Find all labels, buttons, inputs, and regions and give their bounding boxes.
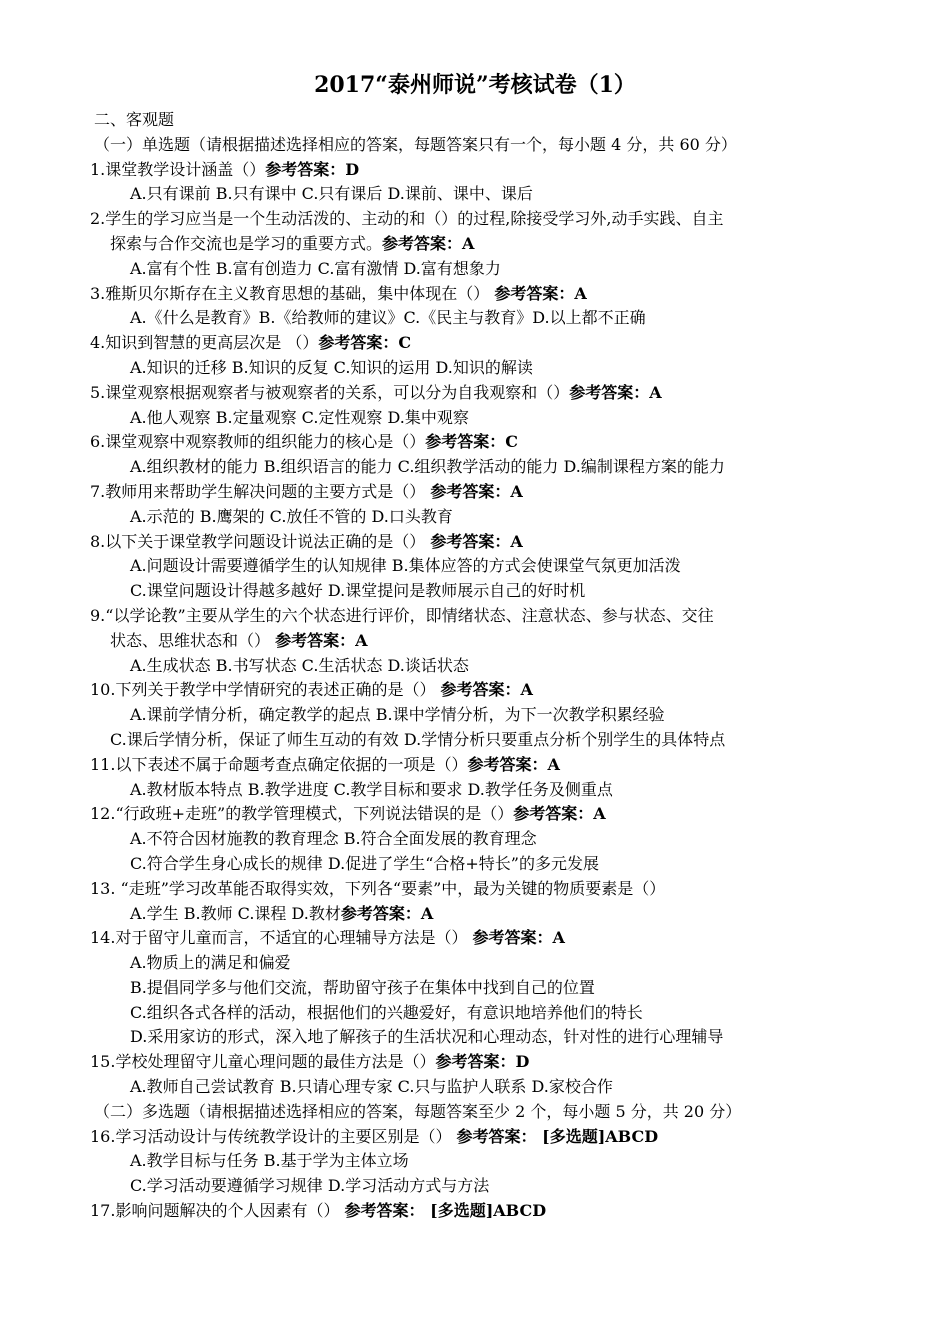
line-text: B.提倡同学多与他们交流，帮助留守孩子在集体中找到自己的位置 <box>130 977 595 997</box>
line-text: 15.学校处理留守儿童心理问题的最佳方法是（） <box>90 1052 436 1072</box>
text-line <box>90 1100 910 1125</box>
line-text: 11.以下表述不属于命题考查点确定依据的一项是（） <box>90 754 468 774</box>
text-line <box>90 852 910 877</box>
text-line <box>90 728 910 753</box>
line-text: C.课堂问题设计得越多越好 D.课堂提问是教师展示自己的好时机 <box>130 581 586 601</box>
text-line <box>90 406 910 431</box>
line-text: 14.对于留守儿童而言，不适宜的心理辅导方法是（） <box>90 928 473 948</box>
line-text: （一）单选题（请根据描述选择相应的答案，每题答案只有一个，每小题 4 分，共 60 分） <box>94 134 737 154</box>
answer-key: 参考答案：C <box>318 333 412 353</box>
line-text: A.生成状态 B.书写状态 C.生活状态 D.谈话状态 <box>130 655 469 675</box>
line-text: A.示范的 B.鹰架的 C.放任不管的 D.口头教育 <box>130 506 453 526</box>
line-text: A.富有个性 B.富有创造力 C.富有激情 D.富有想象力 <box>130 258 501 278</box>
line-text: （二）多选题（请根据描述选择相应的答案，每题答案至少 2 个，每小题 5 分，共 20 分） <box>94 1101 742 1121</box>
answer-key: 参考答案：A <box>569 382 662 402</box>
answer-key: 参考答案： [多选题]ABCD <box>344 1201 547 1221</box>
text-line <box>90 108 910 133</box>
line-text: A.知识的迁移 B.知识的反复 C.知识的运用 D.知识的解读 <box>130 357 533 377</box>
text-line <box>90 554 910 579</box>
line-text: A.他人观察 B.定量观察 C.定性观察 D.集中观察 <box>130 407 469 427</box>
line-text: C.符合学生身心成长的规律 D.促进了学生“合格+特长”的多元发展 <box>130 853 599 873</box>
text-line <box>90 703 910 728</box>
text-line <box>90 579 910 604</box>
text-line <box>90 902 910 927</box>
line-text: C.课后学情分析，保证了师生互动的有效 D.学情分析只要重点分析个别学生的具体特点 <box>110 729 726 749</box>
text-line <box>90 976 910 1001</box>
text-line <box>90 778 910 803</box>
text-line <box>90 455 910 480</box>
text-line <box>90 257 910 282</box>
line-text: A.只有课前 B.只有课中 C.只有课后 D.课前、课中、课后 <box>130 184 533 204</box>
text-line <box>90 182 910 207</box>
line-text: 探索与合作交流也是学习的重要方式。 <box>110 233 383 253</box>
line-text: 8.以下关于课堂教学问题设计说法正确的是（） <box>90 531 431 551</box>
line-text: 状态、思维状态和（） <box>110 630 276 650</box>
line-text: 1.课堂教学设计涵盖（） <box>90 159 266 179</box>
text-line <box>90 232 910 257</box>
text-line <box>90 1149 910 1174</box>
text-line <box>90 802 910 827</box>
line-text: 16.学习活动设计与传统教学设计的主要区别是（） <box>90 1126 457 1146</box>
answer-key: 参考答案：A <box>494 283 587 303</box>
text-line <box>90 926 910 951</box>
line-text: C.组织各式各样的活动，根据他们的兴趣爱好，有意识地培养他们的特长 <box>130 1002 643 1022</box>
text-line <box>90 1075 910 1100</box>
text-line <box>90 877 910 902</box>
answer-key: 参考答案：A <box>340 903 434 923</box>
text-line <box>90 158 910 183</box>
text-line <box>90 654 910 679</box>
line-text: 10.下列关于教学中学情研究的表述正确的是（） <box>90 680 441 700</box>
text-line <box>90 1125 910 1150</box>
line-text: 5.课堂观察根据观察者与被观察者的关系，可以分为自我观察和（） <box>90 382 570 402</box>
line-text: 二、客观题 <box>94 110 175 129</box>
text-line <box>90 827 910 852</box>
line-text: A.学生 B.教师 C.课程 D.教材 <box>130 903 341 923</box>
line-text: D.采用家访的形式，深入地了解孩子的生活状况和心理动态，针对性的进行心理辅导 <box>130 1027 724 1047</box>
answer-key: 参考答案：A <box>382 233 475 253</box>
line-text: 7.教师用来帮助学生解决问题的主要方式是（） <box>90 481 431 501</box>
text-line <box>90 951 910 976</box>
text-line <box>90 1199 910 1224</box>
text-line <box>90 207 910 232</box>
text-line <box>90 133 910 158</box>
answer-key: 参考答案：A <box>430 481 523 501</box>
text-line <box>90 604 910 629</box>
exam-content <box>90 108 910 1224</box>
line-text: 17.影响问题解决的个人因素有（） <box>90 1201 345 1221</box>
text-line <box>90 678 910 703</box>
line-text: 2.学生的学习应当是一个生动活泼的、主动的和（）的过程,除接受学习外,动手实践、自主 <box>90 209 724 229</box>
answer-key: 参考答案：A <box>467 754 560 774</box>
answer-key: 参考答案：A <box>472 928 565 948</box>
answer-key: 参考答案：A <box>430 531 523 551</box>
text-line <box>90 753 910 778</box>
answer-key: 参考答案：A <box>275 630 368 650</box>
text-line <box>90 430 910 455</box>
line-text: A.课前学情分析，确定教学的起点 B.课中学情分析，为下一次教学积累经验 <box>130 705 665 725</box>
text-line <box>90 282 910 307</box>
line-text: A.《什么是教育》B.《给教师的建议》C.《民主与教育》D.以上都不正确 <box>130 308 646 328</box>
text-line <box>90 381 910 406</box>
line-text: 9.“以学论教”主要从学生的六个状态进行评价，即情绪状态、注意状态、参与状态、交往 <box>90 605 714 625</box>
line-text: C.学习活动要遵循学习规律 D.学习活动方式与方法 <box>130 1176 490 1196</box>
text-line <box>90 629 910 654</box>
answer-key: 参考答案：D <box>435 1052 530 1072</box>
line-text: 6.课堂观察中观察教师的组织能力的核心是（） <box>90 432 426 452</box>
line-text: 3.雅斯贝尔斯存在主义教育思想的基础，集中体现在（） <box>90 283 495 303</box>
line-text: A.问题设计需要遵循学生的认知规律 B.集体应答的方式会使课堂气氛更加活泼 <box>130 556 681 576</box>
line-text: A.物质上的满足和偏爱 <box>130 953 291 973</box>
answer-key: 参考答案：A <box>440 680 533 700</box>
line-text: A.组织教材的能力 B.组织语言的能力 C.组织教学活动的能力 D.编制课程方案的能力 <box>130 457 725 477</box>
line-text: 4.知识到智慧的更高层次是 （） <box>90 333 319 353</box>
line-text: 13. “走班”学习改革能否取得实效，下列各“要素”中，最为关键的物质要素是（） <box>90 878 666 898</box>
line-text: A.不符合因材施教的教育理念 B.符合全面发展的教育理念 <box>130 829 537 849</box>
text-line <box>90 1050 910 1075</box>
text-line <box>90 331 910 356</box>
text-line <box>90 530 910 555</box>
answer-key: 参考答案： [多选题]ABCD <box>456 1126 659 1146</box>
text-line <box>90 1025 910 1050</box>
line-text: A.教学目标与任务 B.基于学为主体立场 <box>130 1151 409 1171</box>
page-title: 2017“泰州师说”考核试卷（1） <box>314 72 636 98</box>
text-line <box>90 1174 910 1199</box>
answer-key: 参考答案：A <box>513 804 606 824</box>
line-text: A.教师自己尝试教育 B.只请心理专家 C.只与监护人联系 D.家校合作 <box>130 1077 613 1097</box>
text-line <box>90 306 910 331</box>
answer-key: 参考答案：D <box>265 159 360 179</box>
line-text: 12.“行政班+走班”的教学管理模式，下列说法错误的是（） <box>90 804 514 824</box>
line-text: A.教材版本特点 B.教学进度 C.教学目标和要求 D.教学任务及侧重点 <box>130 779 613 799</box>
text-line <box>90 1001 910 1026</box>
text-line <box>90 505 910 530</box>
text-line <box>90 480 910 505</box>
text-line <box>90 356 910 381</box>
answer-key: 参考答案：C <box>425 432 519 452</box>
